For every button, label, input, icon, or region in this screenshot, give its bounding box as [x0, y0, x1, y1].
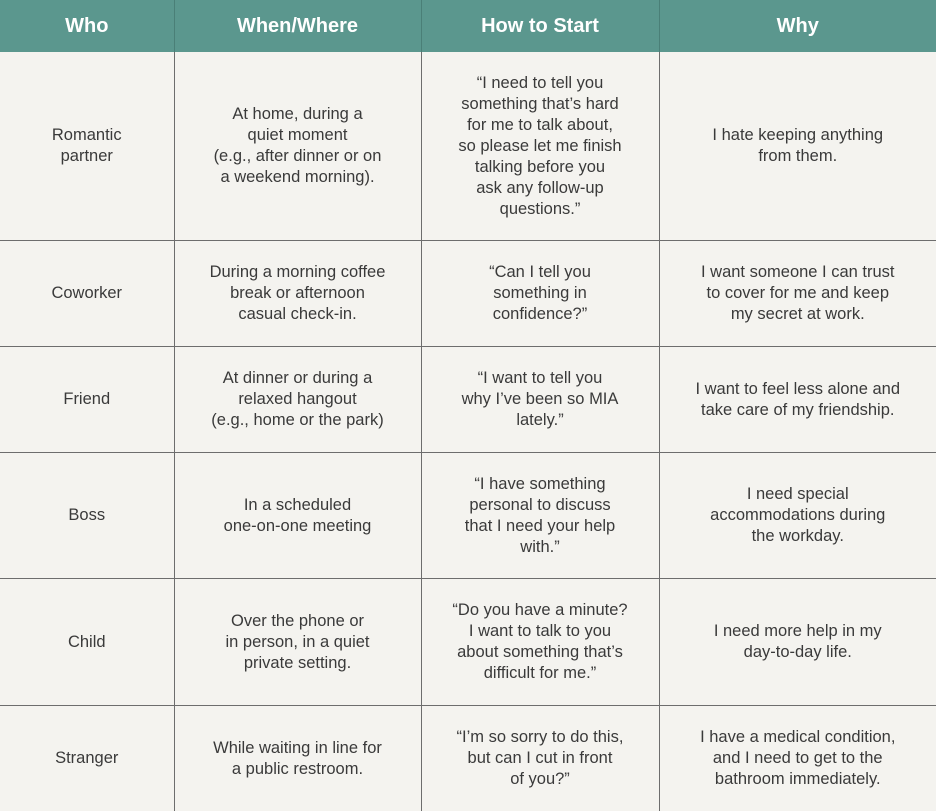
table-row [0, 706, 936, 811]
table-row [0, 241, 936, 347]
cell-when-where: Over the phone or in person, in a quiet private setting. [174, 579, 421, 706]
cell-how-to-start: “I need to tell you something that’s hard for me to talk about, so please let me finish talking before you ask any follow-up questions.” [421, 52, 659, 241]
table-row [0, 52, 936, 241]
cell-why: I need special accommodations during the workday. [659, 453, 936, 579]
table-row [0, 579, 936, 706]
cell-who: Boss [0, 453, 174, 579]
cell-how-to-start: “I want to tell you why I’ve been so MIA lately.” [421, 347, 659, 453]
cell-when-where: At home, during a quiet moment (e.g., after dinner or on a weekend morning). [174, 52, 421, 241]
cell-when-where: During a morning coffee break or afternoon casual check-in. [174, 241, 421, 347]
cell-when-where: At dinner or during a relaxed hangout (e.g., home or the park) [174, 347, 421, 453]
cell-who: Coworker [0, 241, 174, 347]
table-row [0, 453, 936, 579]
cell-when-where: In a scheduled one-on-one meeting [174, 453, 421, 579]
table-header [0, 0, 936, 52]
table-row [0, 347, 936, 453]
header-how-to-start: How to Start [421, 0, 659, 52]
cell-how-to-start: “Can I tell you something in confidence?” [421, 241, 659, 347]
table-body [0, 52, 936, 811]
cell-who: Romantic partner [0, 52, 174, 241]
cell-how-to-start: “Do you have a minute? I want to talk to you about something that’s difficult for me.” [421, 579, 659, 706]
header-row [0, 0, 936, 52]
header-when-where: When/Where [174, 0, 421, 52]
cell-who: Friend [0, 347, 174, 453]
cell-who: Child [0, 579, 174, 706]
cell-why: I need more help in my day-to-day life. [659, 579, 936, 706]
cell-who: Stranger [0, 706, 174, 811]
header-who: Who [0, 0, 174, 52]
header-why: Why [659, 0, 936, 52]
cell-how-to-start: “I have something personal to discuss that I need your help with.” [421, 453, 659, 579]
cell-when-where: While waiting in line for a public restroom. [174, 706, 421, 811]
cell-why: I want to feel less alone and take care of my friendship. [659, 347, 936, 453]
cell-why: I want someone I can trust to cover for me and keep my secret at work. [659, 241, 936, 347]
cell-how-to-start: “I’m so sorry to do this, but can I cut in front of you?” [421, 706, 659, 811]
cell-why: I have a medical condition, and I need to get to the bathroom immediately. [659, 706, 936, 811]
cell-why: I hate keeping anything from them. [659, 52, 936, 241]
